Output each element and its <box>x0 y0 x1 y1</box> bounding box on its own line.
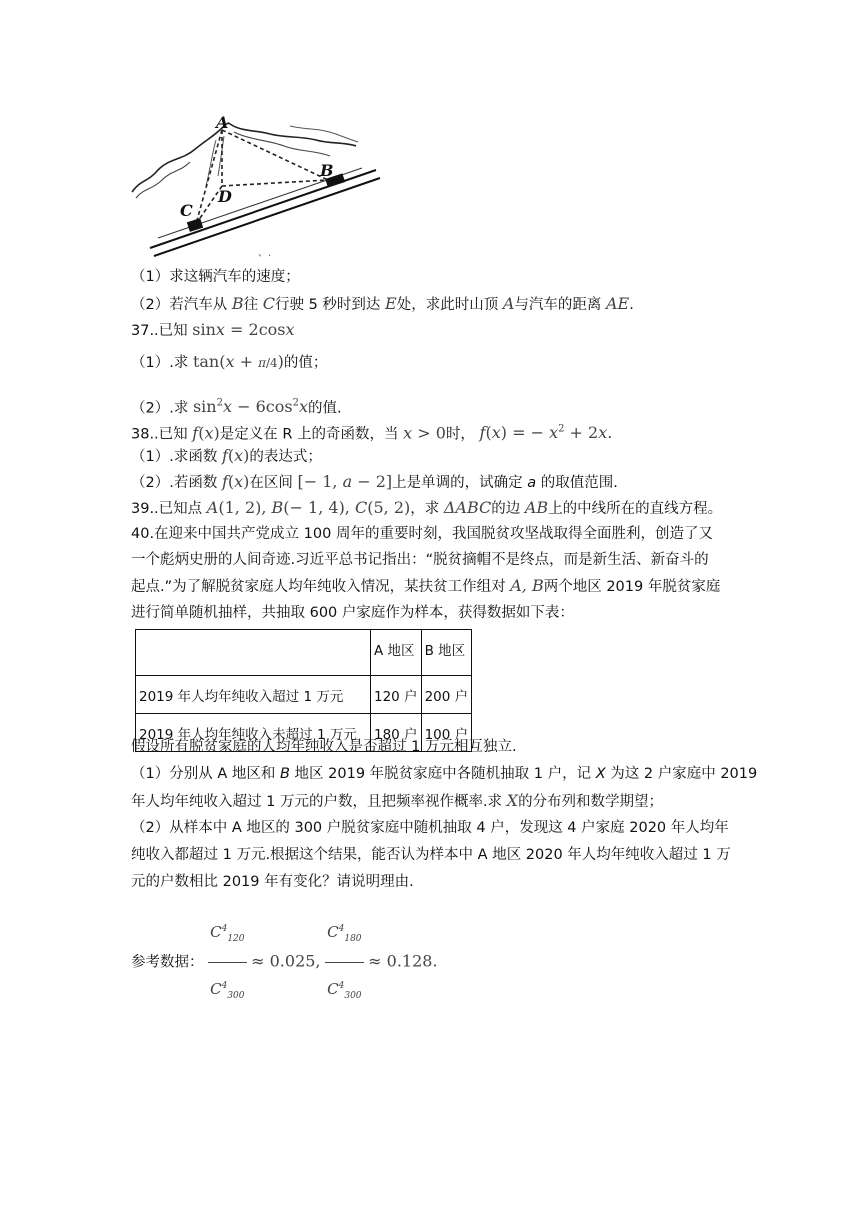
table-cell: 200 户 <box>421 676 472 714</box>
q37-part1: （1）.求 tan(x + π/4)的值； <box>131 352 328 371</box>
figure-label-d: D <box>218 187 232 206</box>
q40-line1: 40.在迎来中国共产党成立 100 周年的重要时刻，我国脱贫攻坚战取得全面胜利，创造了又 <box>131 526 713 542</box>
ref-fraction-1: $\frac{C^4_{120}}{C^4_{300}}$ <box>208 906 246 1019</box>
table-cell: 2019 年人均年纯收入未超过 1 万元 <box>136 714 371 752</box>
ref-fraction-2: $\frac{C^4_{180}}{C^4_{300}}$ <box>325 906 363 1019</box>
q40-p1-line2: 年人均年纯收入超过 1 万元的户数，且把频率视作概率.求 X的分布列和数学期望； <box>131 791 664 810</box>
q36-part1: （1）求这辆汽车的速度； <box>131 269 300 285</box>
svg-text:、.: 、. <box>258 248 272 259</box>
q40-line2: 一个彪炳史册的人间奇迹.习近平总书记指出：“脱贫摘帽不是终点，而是新生活、新奋斗的 <box>131 552 709 568</box>
income-table <box>135 629 472 752</box>
q40-p2-line1: （2）从样本中 A 地区的 300 户脱贫家庭中随机抽取 4 户，发现这 4 户家庭 2020 年人均年 <box>131 820 729 836</box>
q40-p2-line2: 纯收入都超过 1 万元.根据这个结果，能否认为样本中 A 地区 2020 年人均年纯收入超过 1 万 <box>131 847 731 863</box>
q36-part2: （2）若汽车从 B往 C行驶 5 秒时到达 E处，求此时山顶 A与汽车的距离 AE. <box>131 294 634 313</box>
table-cell: 2019 年人均年纯收入超过 1 万元 <box>136 676 371 714</box>
table-header-a: A 地区 <box>371 630 422 676</box>
table-header-empty <box>136 630 371 676</box>
table-cell: 100 户 <box>421 714 472 752</box>
q37-stem: 37..已知 sinx = 2cosx <box>131 320 295 339</box>
table-header-b: B 地区 <box>421 630 472 676</box>
table-cell: 120 户 <box>371 676 422 714</box>
mountain-figure <box>130 110 390 260</box>
q40-assume: 假设所有脱贫家庭的人均年纯收入是否超过 1 万元相互独立. <box>131 739 517 755</box>
figure-label-a: A <box>216 113 229 132</box>
q39-stem: 39..已知点 A(1, 2), B(− 1, 4), C(5, 2)，求 ΔABC的边 AB上的中线所在的直线方程。 <box>131 498 723 517</box>
figure-label-b: B <box>320 161 334 180</box>
q40-p2-line3: 元的户数相比 2019 年有变化？请说明理由. <box>131 874 414 890</box>
figure-label-c: C <box>180 201 193 220</box>
q40-reference: 参考数据： $\frac{C^4_{120}}{C^4_{300}}$ ≈ 0.025, $\frac{C^4_{180}}{C^4_{300}}$ ≈ 0.128. <box>131 906 438 1019</box>
q40-line4: 进行简单随机抽样，共抽取 600 户家庭作为样本，获得数据如下表： <box>131 605 574 621</box>
q37-part2: （2）.求 $\sin^2x - 6\cos^2x$的值. <box>131 397 342 417</box>
q40-line3: 起点.”为了解脱贫家庭人均年纯收入情况，某扶贫工作组对 A, B两个地区 2019 年脱贫家庭 <box>131 576 721 595</box>
q38-stem: 38..已知 f(x)是定义在 R 上的奇函数，当 x > 0时， f(x) = − $x^2 + 2x$. <box>131 423 613 443</box>
table-header-row <box>136 630 472 676</box>
table-cell: 180 户 <box>371 714 422 752</box>
q40-p1-line1: （1）分别从 A 地区和 B 地区 2019 年脱贫家庭中各随机抽取 1 户，记 X 为这 2 户家庭中 2019 <box>131 766 758 782</box>
q38-part2: （2）.若函数 f(x)在区间 [− 1, a − 2]上是单调的，试确定 a 的取值范围. <box>131 472 618 491</box>
q38-part1: （1）.求函数 f(x)的表达式； <box>131 446 322 465</box>
table-row <box>136 676 472 714</box>
